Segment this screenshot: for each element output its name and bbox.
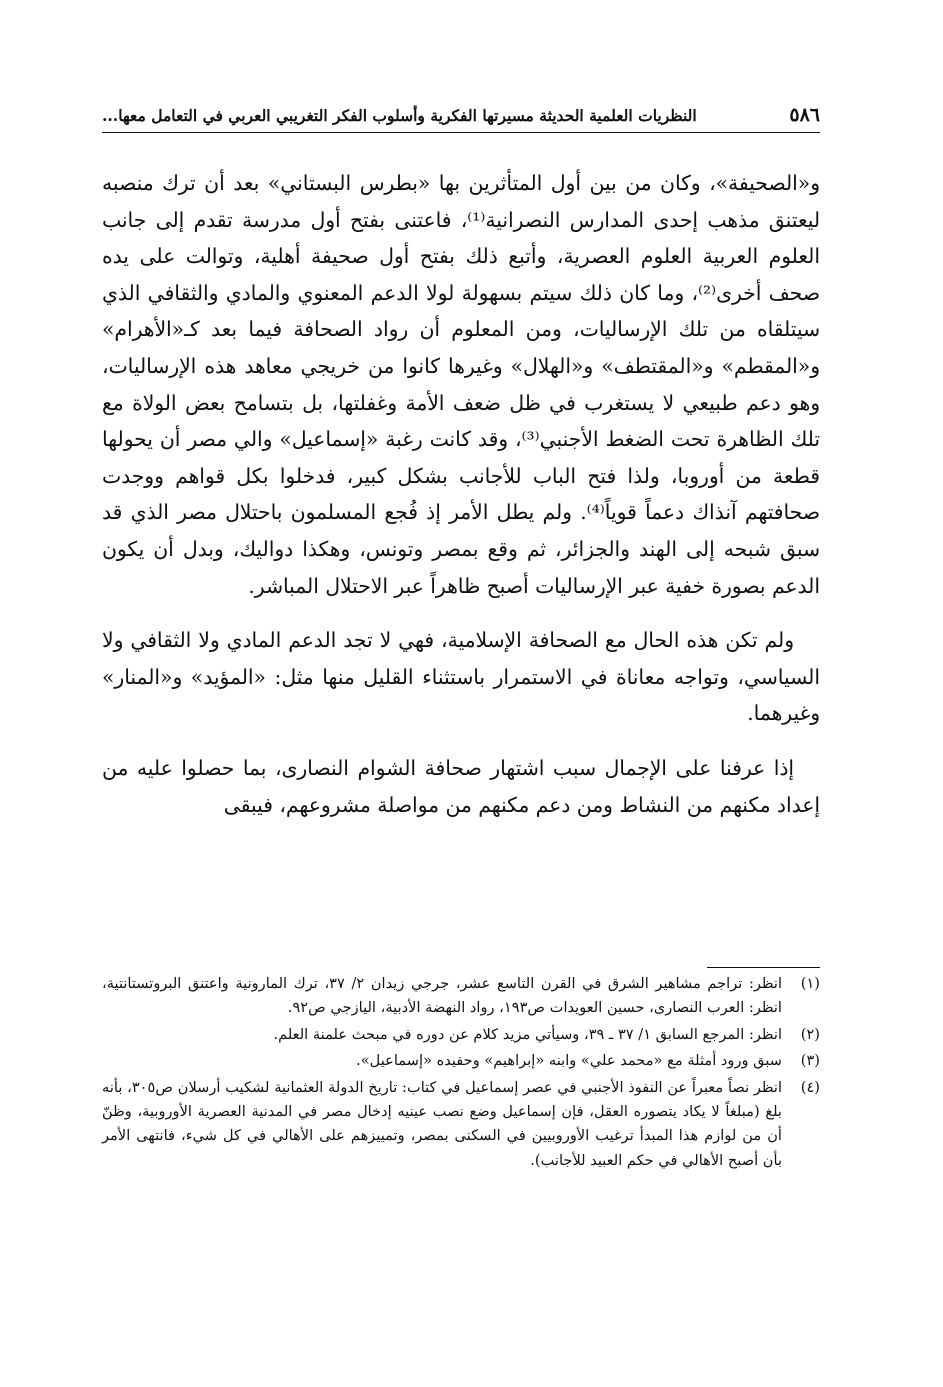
running-title: النظريات العلمية الحديثة مسيرتها الفكرية وأسلوب الفكر التغريبي العربي في التعامل معها...	[102, 105, 697, 125]
footnote-number: (٣)	[800, 1052, 820, 1070]
footnote	[102, 972, 820, 1021]
page-header	[102, 98, 820, 133]
paragraph: و«الصحيفة»، وكان من بين أول المتأثرين بها «بطرس البستاني» بعد أن ترك منصبه ليعتنق مذهب إحدى المدارس النصرانية⁽¹⁾، فاعتنى بفتح أول مدرسة تقدم إلى جانب العلوم العربية العلوم العصرية، وأتبع ذلك بفتح أول صحيفة أهلية، وتوالت على يده صحف أخرى⁽²⁾، وما كان ذلك سيتم بسهولة لولا الدعم المعنوي والمادي والثقافي الذي سيتلقاه من تلك الإرساليات، ومن المعلوم أن رواد الصحافة فيما بعد كـ«الأهرام» و«المقطم» و«المقتطف» و«الهلال» وغيرها كانوا من خريجي معاهد هذه الإرساليات، وهو دعم طبيعي لا يستغرب في ظل ضعف الأمة وغفلتها، بل بتسامح بعض الولاة مع تلك الظاهرة تحت الضغط الأجنبي⁽³⁾، وقد كانت رغبة «إسماعيل» والي مصر أن يحولها قطعة من أوروبا، ولذا فتح الباب للأجانب بشكل كبير، فدخلوا بكل قواهم ووجدت صحافتهم آنذاك دعماً قوياً⁽⁴⁾. ولم يطل الأمر إذ فُجع المسلمون باحتلال مصر الذي قد سبق شبحه إلى الهند والجزائر، ثم وقع بمصر وتونس، وهكذا دواليك، وبدل أن يكون الدعم بصورة خفية عبر الإرساليات أصبح ظاهراً عبر الاحتلال المباشر.	[102, 171, 820, 598]
footnote-text: انظر نصاً معبراً عن النفوذ الأجنبي في عصر إسماعيل في كتاب: تاريخ الدولة العثمانية لشكيب أرسلان ص٣٠٥، بأنه بلغ (مبلغاً لا يكاد يتصوره العقل، فإن إسماعيل وضع نصب عينيه إدخال مصر في المدنية العصرية الأوروبية، وظنّ أن من لوازم هذا المبدأ ترغيب الأوروبيين في السكنى بمصر، وتمييزهم على الأهالي في كل شيء، فانتهى الأمر بأن أصبح الأهالي في حكم العبيد للأجانب).	[102, 1078, 782, 1169]
paragraph: إذا عرفنا على الإجمال سبب اشتهار صحافة الشوام النصارى، بما حصلوا عليه من إعداد مكنهم من النشاط ومن دعم مكنهم من مواصلة مشروعهم، فيبقى	[102, 755, 820, 817]
footnote-number: (٤)	[800, 1078, 820, 1096]
footnote-number: (١)	[800, 975, 820, 992]
footnote	[102, 1076, 820, 1174]
footnote-number: (٢)	[800, 1025, 820, 1043]
paragraph: ولم تكن هذه الحال مع الصحافة الإسلامية، فهي لا تجد الدعم المادي ولا الثقافي ولا السياسي، وتواجه معاناة في الاستمرار باستثناء القليل منها مثل: «المؤيد» و«المنار» وغيرهما.	[102, 628, 820, 726]
footnote-text: سبق ورود أمثلة مع «محمد علي» وابنه «إبراهيم» وحفيده «إسماعيل».	[356, 1052, 782, 1070]
footnote-text: انظر: تراجم مشاهير الشرق في القرن التاسع عشر، جرجي زيدان ٢/ ٣٧، ترك المارونية واعتنق البروتستانتية، انظر: العرب النصارى، حسين العويدات ص١٩٣، رواد النهضة الأدبية، اليازجي ص٩٢.	[102, 975, 782, 1017]
footnote-separator	[707, 967, 820, 968]
page-number: ٥٨٦	[789, 104, 820, 126]
footnote	[102, 1049, 820, 1073]
footnotes	[102, 970, 820, 1173]
main-text	[102, 165, 820, 823]
footnote-text: انظر: المرجع السابق ١/ ٣٧ ـ ٣٩، وسيأتي مزيد كلام عن دوره في مبحث علمنة العلم.	[273, 1025, 782, 1043]
footnote	[102, 1023, 820, 1047]
